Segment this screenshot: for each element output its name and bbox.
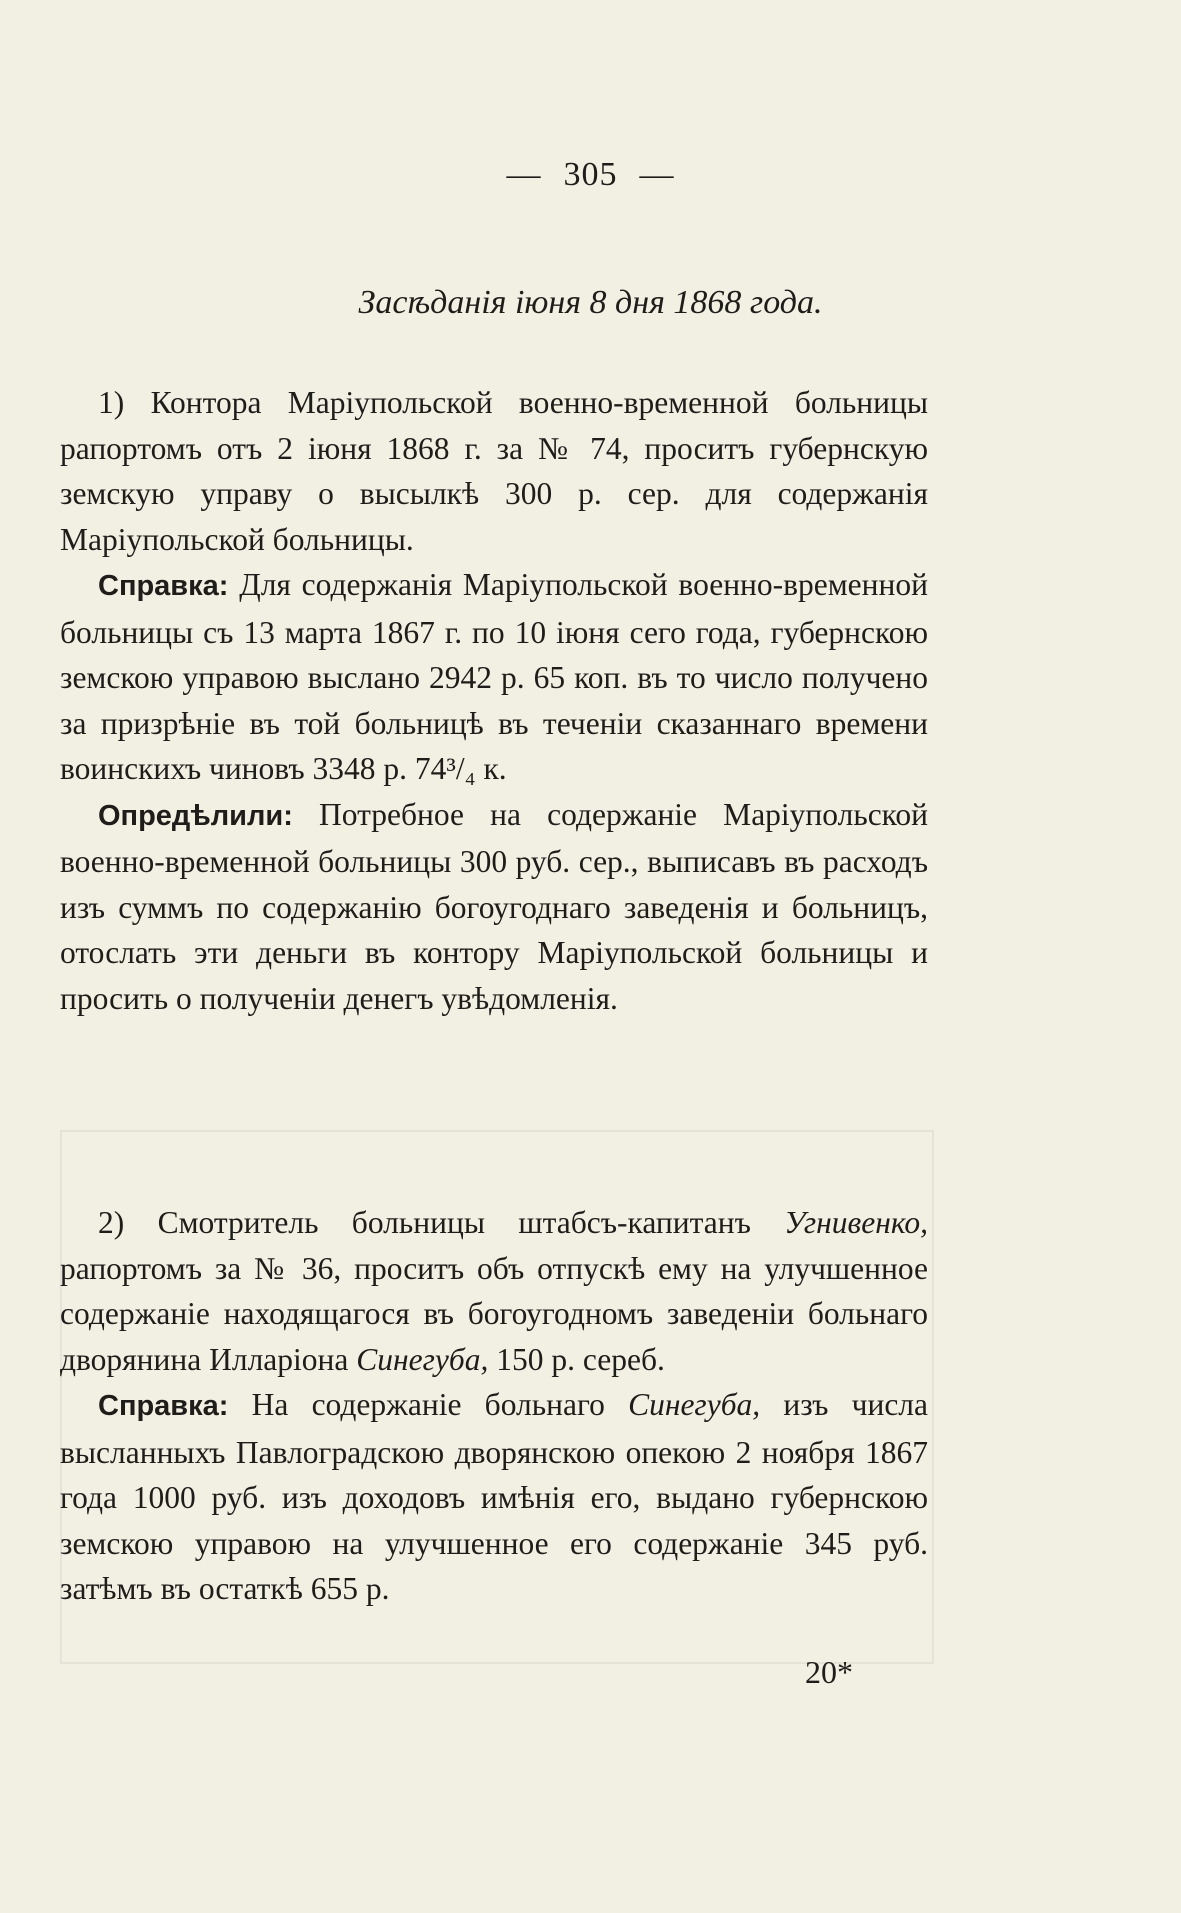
item-2 bbox=[60, 1200, 928, 1612]
spravka-text-a: На содержаніе больнаго bbox=[251, 1387, 605, 1422]
item-2-text-a: 2) Смотритель больницы штабсъ-капитанъ bbox=[98, 1205, 751, 1240]
person-name-sineguba: Синегуба, bbox=[356, 1341, 489, 1377]
item-2-text-c: 150 р. сереб. bbox=[496, 1341, 665, 1377]
page-number-dash-right: — bbox=[639, 156, 675, 193]
item-2-spravka bbox=[60, 1382, 928, 1612]
session-heading: Засѣданія іюня 8 дня 1868 года. bbox=[358, 284, 823, 321]
item-1-resolution bbox=[60, 792, 928, 1022]
item-2-text-b: рапортомъ за № 36, проситъ объ отпускѣ ему на улучшенное содержаніе находящагося въ богоугодномъ заведеніи больнаго дворянина Илларіона bbox=[60, 1250, 928, 1377]
item-2-paragraph bbox=[60, 1200, 928, 1382]
page-number: 305 bbox=[563, 156, 618, 193]
spravka-label: Справка: bbox=[98, 1390, 229, 1422]
person-name-sineguba: Синегуба, bbox=[628, 1387, 761, 1422]
spravka-label: Справка: bbox=[98, 570, 229, 602]
resolution-text: Потребное на содержаніе Маріупольской военно-временной больницы 300 руб. сер., выписавъ въ расходъ изъ суммъ по содержанію богоугоднаго заведенія и больницъ, отослать эти деньги въ контору Маріупольской больницы и просить о полученіи денегъ увѣдомленія. bbox=[60, 796, 928, 1016]
person-name-ugnivenko: Угнивенко, bbox=[784, 1205, 928, 1240]
page-number-dash-left: — bbox=[506, 156, 542, 193]
spravka-text: Для содержанія Маріупольской военно-временной больницы съ 13 марта 1867 г. по 10 іюня сего года, губернскою земскою управою выслано 2942 р. 65 коп. въ то число получено за призрѣніе въ той больницѣ въ теченіи сказаннаго времени воинскихъ чиновъ 3348 р. 74³/₄ к. bbox=[60, 567, 928, 786]
page-number-line bbox=[0, 156, 1181, 194]
spravka-text-b: изъ числа высланныхъ Павлоградскою дворянскою опекою 2 ноября 1867 года 1000 руб. изъ доходовъ имѣнія его, выдано губернскою земскою управою на улучшенное его содержаніе 345 руб. затѣмъ въ остаткѣ 655 р. bbox=[60, 1387, 929, 1606]
item-1-paragraph: 1) Контора Маріупольской военно-временной больницы рапортомъ отъ 2 іюня 1868 г. за № 74, проситъ губернскую земскую управу о высылкѣ 300 р. сер. для содержанія Маріупольской больницы. bbox=[60, 385, 928, 557]
sheet-signature: 20* bbox=[805, 1654, 853, 1690]
item-1-spravka bbox=[60, 562, 928, 792]
opredelili-label: Опредѣлили: bbox=[98, 799, 293, 832]
item-1 bbox=[60, 380, 928, 1021]
